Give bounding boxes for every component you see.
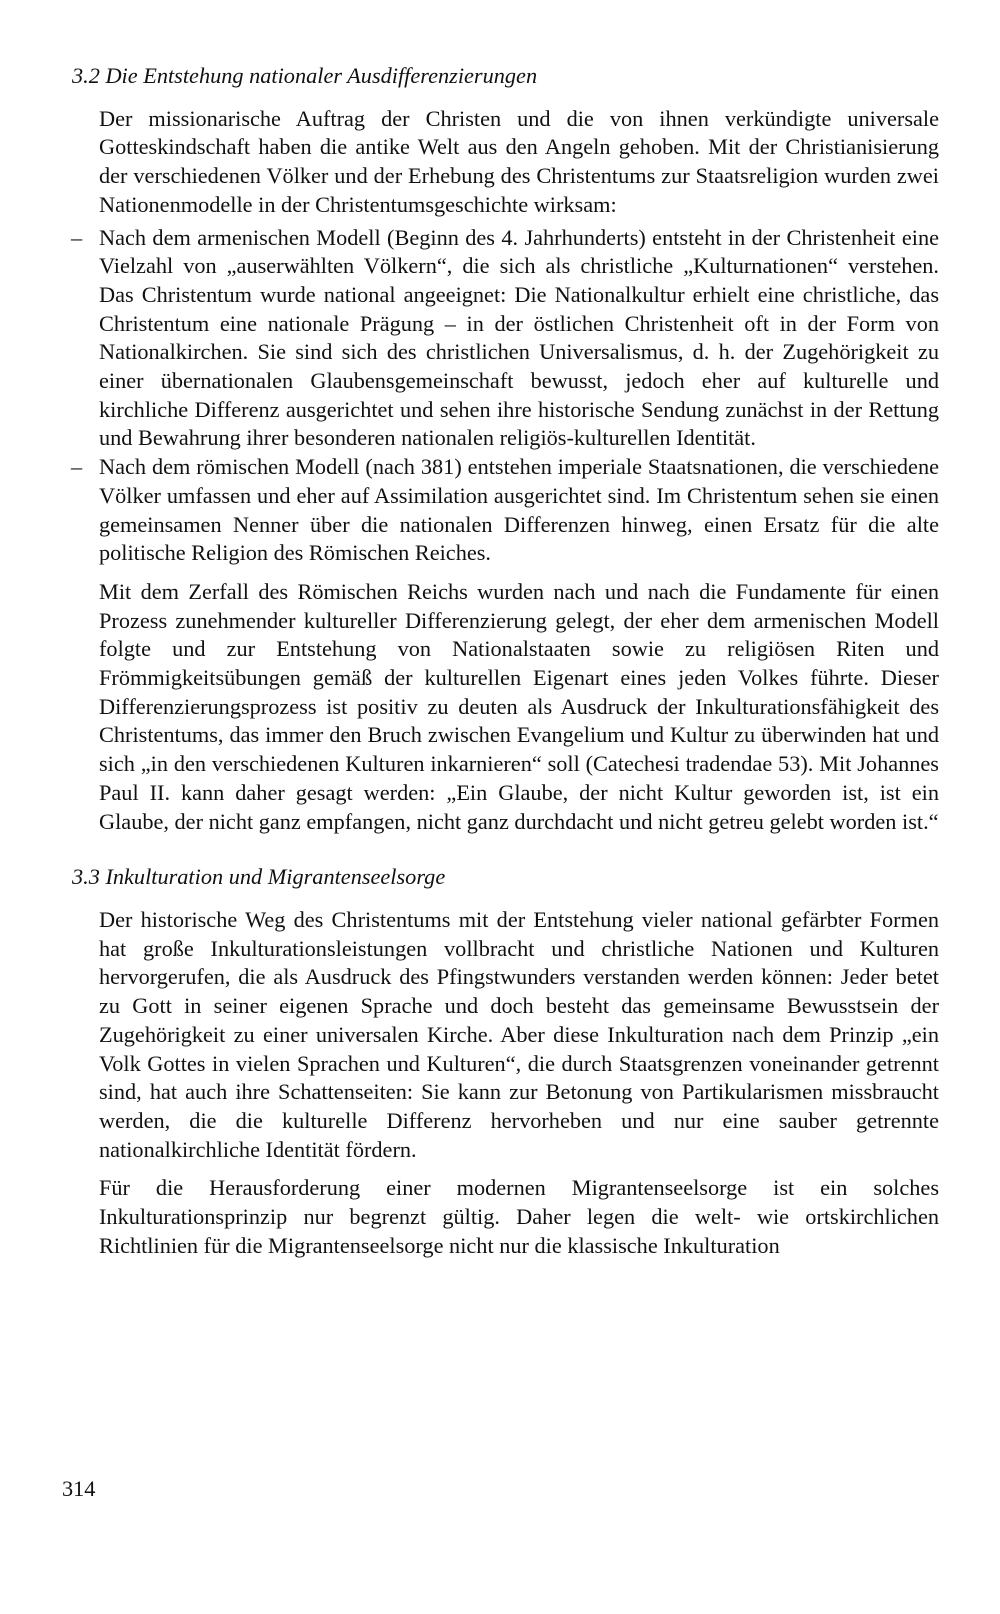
document-page bbox=[71, 62, 939, 1260]
section-heading-3-2: 3.2 Die Entstehung nationaler Ausdifferenzierungen bbox=[72, 63, 538, 88]
section-3-2-closing-paragraph: Mit dem Zerfall des Römischen Reichs wurden nach und nach die Fundamente für einen Prozess zunehmender kultureller Differenzierung gelegt, der eher dem armenischen Modell folgte und zur Entstehung von Nationalstaaten sowie zu religiösen Riten und Frömmigkeitsübungen gemäß der kulturellen Eigenart eines jeden Volkes führte. Dieser Differenzierungsprozess ist positiv zu deuten als Ausdruck der Inkulturationsfähigkeit des Christentums, das immer den Bruch zwischen Evangelium und Kultur zu überwinden hat und sich „in den verschiedenen Kulturen inkarnieren“ soll (Catechesi tradendae 53). Mit Johannes Paul II. kann daher gesagt werden: „Ein Glaube, der nicht Kultur geworden ist, ist ein Glaube, der nicht ganz empfangen, nicht ganz durchdacht und nicht getreu gelebt worden ist.“ bbox=[99, 578, 939, 834]
dash-bullet: – bbox=[71, 454, 83, 480]
dash-bullet: – bbox=[71, 224, 83, 250]
page-number: 314 bbox=[62, 1476, 96, 1501]
section-3-3-paragraph-2: Für die Herausforderung einer modernen Migrantenseelsorge ist ein solches Inkulturationsprinzip nur begrenzt gültig. Daher legen die welt- wie ortskirchlichen Richtlinien für die Migrantenseelsorge nicht nur die klassische Inkulturation bbox=[99, 1175, 939, 1258]
nation-models-list bbox=[71, 224, 939, 568]
list-item-text: Nach dem armenischen Modell (Beginn des 4. Jahrhunderts) entsteht in der Christenheit eine Vielzahl von „auserwählten Völkern“, die sich als christliche „Kulturnationen“ verstehen. Das Christentum wurde national angeeignet: Die Nationalkultur erhielt eine christliche, das Christentum eine nationale Prägung – in der östlichen Christenheit oft in der Form von Nationalkirchen. Sie sind sich des christlichen Universalismus, d. h. der Zugehörigkeit zu einer übernationalen Glaubensgemeinschaft bewusst, jedoch eher auf kulturelle und kirchliche Differenz ausgerichtet und sehen ihre historische Sendung zunächst in der Rettung und Bewahrung ihrer besonderen nationalen religiös-kulturellen Identität. bbox=[99, 224, 939, 451]
section-3-2-intro-paragraph: Der missionarische Auftrag der Christen und die von ihnen verkündigte universale Gotteskindschaft haben die antike Welt aus den Angeln gehoben. Mit der Christianisierung der verschiedenen Völker und der Erhebung des Christentums zur Staatsreligion wurden zwei Nationenmodelle in der Christentumsgeschichte wirksam: bbox=[99, 105, 939, 217]
list-item-text: Nach dem römischen Modell (nach 381) entstehen imperiale Staatsnationen, die verschiedene Völker umfassen und eher auf Assimilation ausgerichtet sind. Im Christentum sehen sie einen gemeinsamen Nenner über die nationalen Differenzen hinweg, einen Ersatz für die alte politische Religion des Römischen Reiches. bbox=[99, 454, 939, 566]
section-heading-3-3: 3.3 Inkulturation und Migrantenseelsorge bbox=[72, 864, 446, 890]
section-3-3-paragraph-1: Der historische Weg des Christentums mit der Entstehung vieler national gefärbter Formen hat große Inkulturationsleistungen vollbracht und christliche Nationen und Kulturen hervorgerufen, die als Ausdruck des Pfingstwunders verstanden werden können: Jeder betet zu Gott in seiner eigenen Sprache und doch besteht das gemeinsame Bewusstsein der Zugehörigkeit zu einer universalen Kirche. Aber diese Inkulturation nach dem Prinzip „ein Volk Gottes in vielen Sprachen und Kulturen“, die durch Staatsgrenzen voneinander getrennt sind, hat auch ihre Schattenseiten: Sie kann zur Betonung von Partikularismen missbraucht werden, die die kulturelle Differenz hervorheben und nur eine sauber getrennte nationalkirchliche Identität fördern. bbox=[99, 906, 939, 1162]
list-item-roman-model bbox=[71, 453, 939, 568]
list-item-armenian-model bbox=[71, 224, 939, 454]
